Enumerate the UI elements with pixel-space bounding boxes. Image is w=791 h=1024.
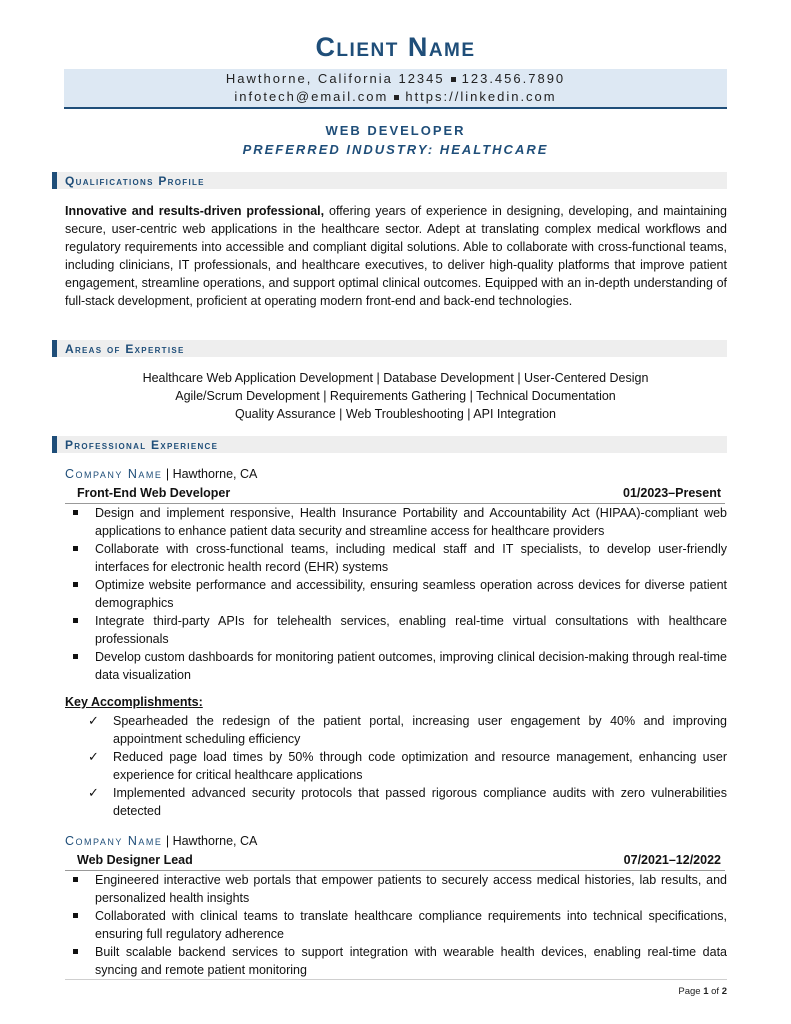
address: Hawthorne, California 12345 [225,71,445,86]
company-name: Company Name [65,467,163,481]
contact-line-1 [64,71,727,86]
section-title: Professional Experience [65,438,219,452]
page-of: of [711,986,720,997]
profile-summary [65,202,727,310]
list-item [65,943,727,979]
preferred-industry: PREFERRED INDUSTRY: HEALTHCARE [242,142,549,157]
accomplishment-text: Reduced page load times by 50% through code optimization and resource management, enhancing user experience for critical healthcare applications [113,750,727,782]
list-item [85,784,727,820]
list-item [65,612,727,648]
job-duties [65,504,727,684]
square-bullet-icon [73,654,78,659]
key-accomplishments [85,712,727,820]
job-dates: 01/2023–Present [623,486,721,500]
profile-body: offering years of experience in designing, developing, and maintaining secure, user-centric web applications in the healthcare sector. Adept at translating complex medical workflows and regulatory requirements into accessible and compliant digital solutions. Able to collaborate with cross-functional teams, including clinicians, IT professionals, and healthcare executives, to deliver high-quality platforms that improve patient engagement, streamline operations, and support optimal clinical outcomes. Equipped with an in-depth understanding of full-stack development, proficient at operating modern front-end and back-end technologies. [65,204,727,308]
accomplishment-text: Implemented advanced security protocols that passed rigorous compliance audits with zero vulnerabilities detected [113,786,727,818]
contact-band [64,69,727,109]
company-line [65,834,257,848]
duty-text: Collaborated with clinical teams to translate healthcare compliance requirements into technical specifications, ensuring full regulatory adherence [95,909,727,941]
square-bullet-icon [73,913,78,918]
list-item [65,648,727,684]
expertise-line: Agile/Scrum Development | Requirements Gathering | Technical Documentation [175,389,616,403]
section-title: Qualifications Profile [65,174,205,188]
page-total: 2 [721,986,727,997]
list-item [65,504,727,540]
company-location: | Hawthorne, CA [162,834,258,848]
square-bullet-icon [73,877,78,882]
square-bullet-icon [451,77,456,82]
duty-text: Engineered interactive web portals that empower patients to securely access medical histories, lab results, and personalized health insights [95,873,727,905]
square-bullet-icon [394,95,399,100]
duty-text: Integrate third-party APIs for telehealth services, enabling real-time virtual consultations with healthcare professionals [95,614,727,646]
page-label: Page [678,986,701,997]
checkmark-icon: ✓ [88,713,99,728]
email-link[interactable]: infotech@email.com [234,89,389,104]
duty-text: Collaborate with cross-functional teams, including medical staff and IT specialists, to develop user-friendly interfaces for electronic health record (EHR) systems [95,542,727,574]
section-header-qualifications [52,172,727,189]
section-header-experience [52,436,727,453]
page-current: 1 [703,986,709,997]
job-title: Web Designer Lead [77,853,193,867]
company-location: | Hawthorne, CA [162,467,258,481]
expertise-line: Healthcare Web Application Development | Database Development | User-Centered Design [142,371,649,385]
company-name: Company Name [65,834,163,848]
section-accent-bar [52,436,57,453]
section-header-expertise [52,340,727,357]
page-number [678,986,727,997]
square-bullet-icon [73,546,78,551]
duty-text: Design and implement responsive, Health Insurance Portability and Accountability Act (HIPAA)-compliant web applications to enhance patient data security and streamline access for healthcare providers [95,506,727,538]
accomplishment-text: Spearheaded the redesign of the patient portal, increasing user engagement by 40% and improving appointment scheduling efficiency [113,714,727,746]
section-accent-bar [52,340,57,357]
checkmark-icon: ✓ [88,749,99,764]
list-item [65,907,727,943]
list-item [85,748,727,784]
list-item [65,540,727,576]
job-dates: 07/2021–12/2022 [623,853,721,867]
list-item [85,712,727,748]
job-title-row [65,485,725,504]
square-bullet-icon [73,618,78,623]
target-role: WEB DEVELOPER [325,123,466,138]
footer-divider [65,979,727,980]
profile-lead: Innovative and results-driven professional, [65,204,325,218]
company-line [65,467,257,481]
linkedin-link[interactable]: https://linkedin.com [405,89,557,104]
duty-text: Optimize website performance and accessibility, ensuring seamless operation across devices for diverse patient demographics [95,578,727,610]
square-bullet-icon [73,510,78,515]
duty-text: Built scalable backend services to support integration with wearable health devices, enabling real-time data syncing and remote patient monitoring [95,945,727,977]
section-title: Areas of Expertise [65,342,185,356]
candidate-name: Client Name [315,32,476,62]
duty-text: Develop custom dashboards for monitoring patient outcomes, improving clinical decision-making through real-time data visualization [95,650,727,682]
checkmark-icon: ✓ [88,785,99,800]
job-duties [65,871,727,979]
expertise-line: Quality Assurance | Web Troubleshooting | API Integration [234,407,557,421]
square-bullet-icon [73,949,78,954]
list-item [65,576,727,612]
square-bullet-icon [73,582,78,587]
list-item [65,871,727,907]
key-accomplishments-label: Key Accomplishments: [65,695,203,709]
job-title-row [65,852,725,871]
job-title: Front-End Web Developer [77,486,231,500]
section-accent-bar [52,172,57,189]
phone: 123.456.7890 [461,71,566,86]
contact-line-2 [64,89,727,104]
